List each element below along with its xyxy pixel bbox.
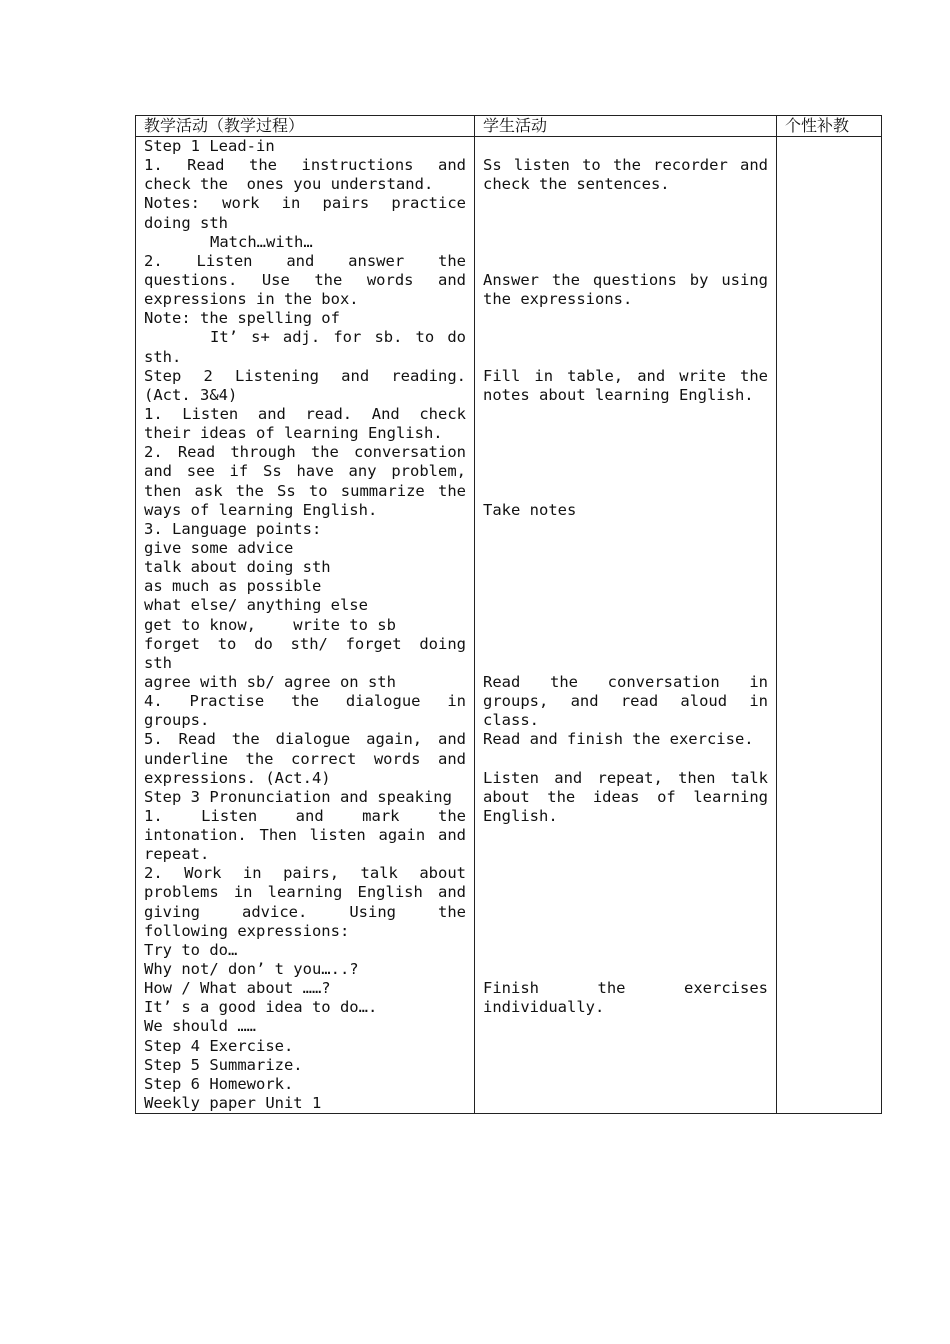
student-blank-line (483, 348, 768, 367)
teacher-line: 1. Listen and mark the (144, 806, 466, 825)
table-header-row (136, 116, 882, 137)
teacher-line: Step 4 Exercise. (144, 1036, 294, 1055)
teacher-line: 2. Listen and answer the (144, 251, 466, 270)
student-blank-line (483, 233, 768, 252)
student-blank-line (483, 328, 768, 347)
teacher-line: Why not/ don’ t you…..? (144, 960, 359, 979)
student-activities-text (483, 137, 768, 1113)
student-line: Read the conversation in (483, 672, 768, 691)
teacher-line: repeat. (144, 845, 210, 864)
table-body-row (136, 137, 882, 1114)
student-line: notes about learning English. (483, 385, 754, 404)
header-individual-remedial: 个性补教 (777, 116, 882, 137)
teacher-line: Step 2 Listening and reading. (144, 366, 466, 385)
student-blank-line (483, 558, 768, 577)
student-blank-line (483, 864, 768, 883)
teaching-activities-text (144, 137, 466, 1113)
student-line: Ss listen to the recorder and (483, 156, 768, 175)
individual-remedial-empty (785, 137, 873, 1113)
student-blank-line (483, 750, 768, 769)
student-blank-line (483, 462, 768, 481)
student-line: about the ideas of learning (483, 787, 768, 806)
teacher-line: and see if Ss have any problem, (144, 462, 466, 481)
teacher-line: groups. (144, 711, 210, 730)
student-blank-line (483, 903, 768, 922)
teacher-line: 5. Read the dialogue again, and (144, 730, 466, 749)
student-line: check the sentences. (483, 175, 670, 194)
student-line: Answer the questions by using (483, 270, 768, 289)
lesson-plan-table (135, 115, 882, 1114)
header-student-activities: 学生活动 (475, 116, 777, 137)
teacher-line: underline the correct words and (144, 749, 466, 768)
teacher-line: following expressions: (144, 921, 350, 940)
teacher-line: 4. Practise the dialogue in (144, 692, 466, 711)
teacher-line: It’ s a good idea to do…. (144, 998, 378, 1017)
student-blank-line (483, 309, 768, 328)
student-blank-line (483, 845, 768, 864)
teacher-line: doing sth (144, 213, 228, 232)
student-blank-line (483, 654, 768, 673)
teacher-line: as much as possible (144, 577, 322, 596)
teacher-line: talk about doing sth (144, 558, 331, 577)
student-blank-line (483, 214, 768, 233)
teacher-line: agree with sb/ agree on sth (144, 672, 396, 691)
teaching-activities-cell (136, 137, 475, 1114)
student-line: Listen and repeat, then talk (483, 768, 768, 787)
teacher-line: ways of learning English. (144, 500, 378, 519)
student-blank-line (483, 424, 768, 443)
teacher-line: problems in learning English and (144, 883, 466, 902)
teacher-line: intonation. Then listen again and (144, 826, 466, 845)
student-blank-line (483, 194, 768, 213)
student-blank-line (483, 482, 768, 501)
teacher-line: Step 3 Pronunciation and speaking (144, 787, 452, 806)
header-teaching-activities: 教学活动（教学过程） (136, 116, 475, 137)
teacher-line: Weekly paper Unit 1 (144, 1094, 322, 1113)
student-blank-line (483, 635, 768, 654)
teacher-line: We should …… (144, 1017, 256, 1036)
student-line: Read and finish the exercise. (483, 730, 754, 749)
teacher-line: sth. (144, 347, 182, 366)
student-blank-line (483, 252, 768, 271)
student-line: Fill in table, and write the (483, 366, 768, 385)
teacher-line: forget to do sth/ forget doing (144, 634, 466, 653)
teacher-line: 2. Work in pairs, talk about (144, 864, 466, 883)
teacher-line: giving advice. Using the (144, 902, 466, 921)
individual-remedial-cell (777, 137, 882, 1114)
teacher-line: 1. Listen and read. And check (144, 404, 466, 423)
teacher-line: Notes: work in pairs practice (144, 194, 466, 213)
student-line: individually. (483, 998, 605, 1017)
student-blank-line (483, 616, 768, 635)
student-blank-line (483, 405, 768, 424)
teacher-line: then ask the Ss to summarize the (144, 481, 466, 500)
student-blank-line (483, 577, 768, 596)
student-line: the expressions. (483, 290, 633, 309)
student-blank-line (483, 826, 768, 845)
student-blank-line (483, 137, 768, 156)
teacher-line: Step 1 Lead-in (144, 137, 275, 155)
teacher-line: Match…with… (210, 232, 313, 251)
student-blank-line (483, 960, 768, 979)
student-line: groups, and read aloud in (483, 692, 768, 711)
teacher-line: It’ s+ adj. for sb. to do (210, 328, 466, 347)
student-blank-line (483, 443, 768, 462)
teacher-line: what else/ anything else (144, 596, 368, 615)
student-blank-line (483, 596, 768, 615)
student-line: class. (483, 711, 539, 730)
student-activities-cell (475, 137, 777, 1114)
student-line: Finish the exercises (483, 979, 768, 998)
teacher-line: 2. Read through the conversation (144, 443, 466, 462)
teacher-line: sth (144, 653, 172, 672)
teacher-line: Step 6 Homework. (144, 1074, 294, 1093)
student-line: English. (483, 806, 558, 825)
teacher-line: How / What about ……? (144, 979, 331, 998)
teacher-line: their ideas of learning English. (144, 424, 443, 443)
teacher-line: Try to do… (144, 940, 238, 959)
teacher-line: 1. Read the instructions and (144, 156, 466, 175)
teacher-line: questions. Use the words and (144, 270, 466, 289)
teacher-line: get to know, write to sb (144, 615, 396, 634)
teacher-line: expressions in the box. (144, 290, 359, 309)
student-blank-line (483, 883, 768, 902)
student-blank-line (483, 539, 768, 558)
teacher-line: 3. Language points: (144, 519, 322, 538)
teacher-line: (Act. 3&4) (144, 385, 238, 404)
teacher-line: expressions. (Act.4) (144, 768, 331, 787)
teacher-line: check the ones you understand. (144, 175, 434, 194)
teacher-line: Step 5 Summarize. (144, 1055, 303, 1074)
student-blank-line (483, 922, 768, 941)
student-blank-line (483, 520, 768, 539)
teacher-line: give some advice (144, 538, 294, 557)
teacher-line: Note: the spelling of (144, 309, 340, 328)
student-line: Take notes (483, 500, 577, 519)
student-blank-line (483, 941, 768, 960)
